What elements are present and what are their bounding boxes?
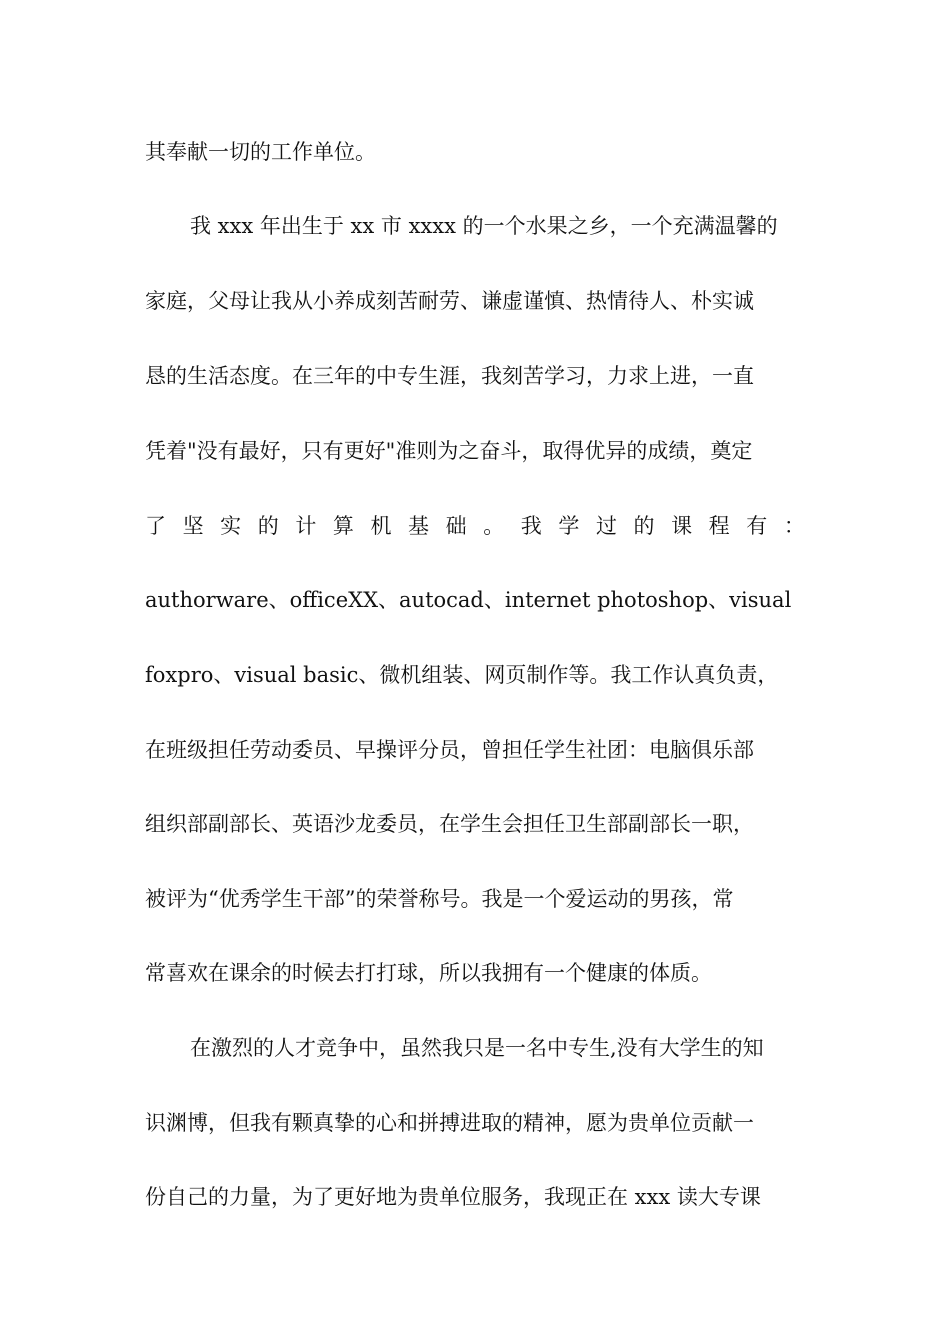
glyph: 机: [370, 514, 392, 538]
text-line-9: 在班级担任劳动委员、早操评分员，曾担任学生社团：电脑俱乐部: [145, 738, 754, 762]
text-line-3: 家庭，父母让我从小养成刻苦耐劳、谦虚谨慎、热情待人、朴实诚: [145, 289, 754, 313]
text-line-5: 凭着"没有最好，只有更好"准则为之奋斗，取得优异的成绩，奠定: [145, 439, 753, 463]
text-line-12: 常喜欢在课余的时候去打打球，所以我拥有一个健康的体质。: [145, 961, 712, 985]
glyph: 实: [220, 514, 242, 538]
glyph: 算: [332, 514, 354, 538]
text-line-13: 在激烈的人才竞争中，虽然我只是一名中专生,没有大学生的知: [190, 1036, 764, 1060]
text-line-4: 恳的生活态度。在三年的中专生涯，我刻苦学习，力求上进，一直: [145, 364, 754, 388]
text-line-6: [145, 511, 805, 541]
text-line-14: 识渊博，但我有颗真挚的心和拼搏进取的精神，愿为贵单位贡献一: [145, 1111, 754, 1135]
glyph: 程: [708, 514, 730, 538]
glyph: 过: [595, 514, 617, 538]
glyph: 坚: [182, 514, 204, 538]
glyph: 了: [145, 514, 166, 538]
text-line-7: authorware、officeXX、autocad、internet photoshop、visual: [145, 588, 792, 612]
glyph: ：: [783, 514, 805, 538]
glyph: 基: [408, 514, 430, 538]
glyph: 我: [520, 514, 542, 538]
text-line-2: 我 xxx 年出生于 xx 市 xxxx 的一个水果之乡，一个充满温馨的: [190, 214, 778, 238]
glyph: 计: [295, 514, 317, 538]
text-line-11: 被评为“优秀学生干部”的荣誉称号。我是一个爱运动的男孩，常: [145, 887, 734, 911]
text-line-15: 份自己的力量，为了更好地为贵单位服务，我现正在 xxx 读大专课: [145, 1185, 761, 1209]
glyph: 的: [257, 514, 279, 538]
glyph: 础: [445, 514, 467, 538]
text-line-1: 其奉献一切的工作单位。: [145, 140, 376, 164]
glyph: 学: [558, 514, 580, 538]
glyph: 课: [671, 514, 693, 538]
text-line-10: 组织部副部长、英语沙龙委员，在学生会担任卫生部副部长一职，: [145, 812, 754, 836]
glyph: 的: [633, 514, 655, 538]
glyph: 有: [746, 514, 768, 538]
text-line-8: foxpro、visual basic、微机组装、网页制作等。我工作认真负责，: [145, 663, 779, 687]
glyph: 。: [483, 514, 505, 538]
